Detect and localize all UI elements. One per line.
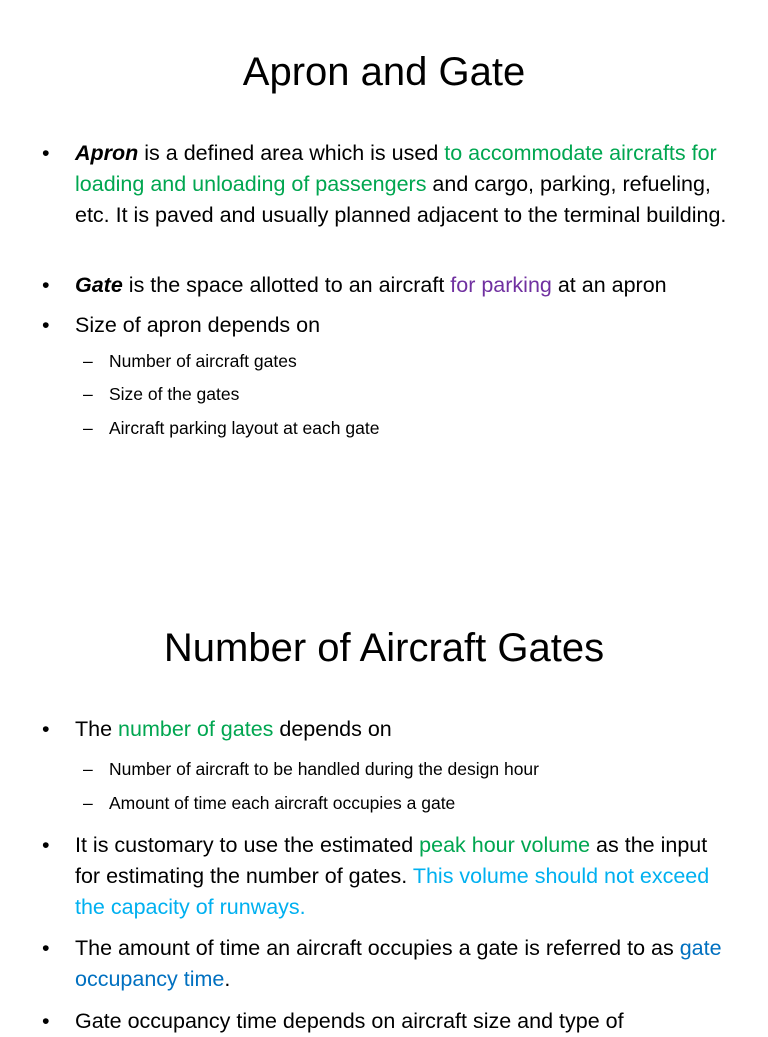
bullet-marker: • [42, 1009, 50, 1033]
sub-bullet-text: Size of the gates [109, 384, 240, 404]
bullet-text: is the space allotted to an aircraft [122, 273, 451, 297]
highlight-text: This volume should not exceed the capacity of runways. [75, 864, 710, 919]
term-apron: Apron [75, 141, 139, 165]
dash-marker: – [83, 418, 93, 438]
bullet-text: It is customary to use the estimated [75, 833, 420, 857]
dash-marker: – [83, 384, 93, 404]
term-gate: Gate [75, 273, 123, 297]
bullet-occupancy-factors [42, 1006, 735, 1037]
bullet-text: at an apron [551, 273, 667, 297]
bullet-text: depends on [273, 717, 392, 741]
bullet-text: Gate occupancy time depends on aircraft size and type of [75, 1009, 624, 1033]
sub-bullet [83, 416, 749, 440]
dash-marker: – [83, 759, 93, 779]
bullet-peak-hour [42, 830, 735, 923]
bullet-text: . [224, 967, 231, 991]
highlight-text: to accommodate aircrafts for loading and unloading of passengers [75, 141, 717, 196]
bullet-occupancy [42, 933, 735, 995]
bullet-marker: • [42, 833, 50, 857]
highlight-text: number of gates [118, 717, 274, 741]
bullet-text: Size of apron depends on [75, 313, 321, 337]
bullet-text: The amount of time an aircraft occupies a gate is referred to as [75, 936, 680, 960]
highlight-text: peak hour volume [419, 833, 591, 857]
bullet-text: is a defined area which is used [138, 141, 445, 165]
sub-bullet [83, 791, 749, 815]
bullet-number-of-gates [42, 714, 735, 745]
bullet-text: as the input for estimating the number of gates. [75, 833, 708, 888]
sub-bullet [83, 349, 749, 373]
bullet-marker: • [42, 717, 50, 741]
bullet-gate [42, 270, 735, 301]
sub-bullet [83, 382, 749, 406]
bullet-marker: • [42, 936, 50, 960]
sub-bullet-text: Number of aircraft gates [109, 351, 297, 371]
highlight-text: for parking [450, 273, 552, 297]
highlight-text: gate occupancy time [75, 936, 722, 991]
bullet-marker: • [42, 273, 50, 297]
bullet-apron [42, 138, 735, 231]
bullet-text: The [75, 717, 119, 741]
slide-title: Number of Aircraft Gates [163, 626, 605, 670]
dash-marker: – [83, 793, 93, 813]
bullet-marker: • [42, 141, 50, 165]
slide-title: Apron and Gate [242, 50, 526, 94]
bullet-apron-size [42, 310, 735, 341]
sub-bullet-text: Aircraft parking layout at each gate [109, 418, 380, 438]
dash-marker: – [83, 351, 93, 371]
sub-bullet-text: Number of aircraft to be handled during the design hour [109, 759, 539, 779]
sub-bullet-text: Amount of time each aircraft occupies a gate [109, 793, 456, 813]
sub-bullet [83, 757, 749, 781]
bullet-text: and cargo, parking, refueling, etc. It is paved and usually planned adjacent to the terminal building. [75, 172, 727, 227]
bullet-marker: • [42, 313, 50, 337]
